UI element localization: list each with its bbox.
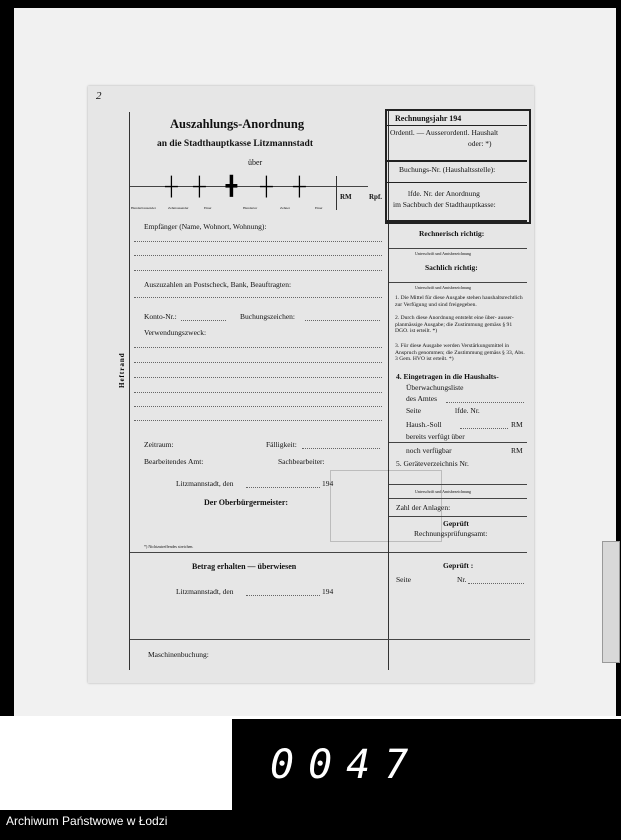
archive-name: Archiwum Państwowe w Łodzi (6, 814, 168, 828)
maschinenbuchung-label: Maschinenbuchung: (148, 650, 209, 659)
buchungszeichen-field[interactable] (305, 320, 380, 321)
left-margin-line (129, 112, 130, 670)
lfde-nr-line1: lfde. Nr. der Anordnung (408, 189, 480, 198)
rm-unit: RM (511, 420, 523, 429)
seite-label-2: Seite (396, 575, 411, 584)
field-line (134, 347, 382, 348)
amt-field[interactable] (446, 402, 524, 403)
column-label: Hunderter (243, 206, 258, 210)
rm-label: RM (340, 193, 352, 201)
field-line (134, 406, 382, 407)
auszuzahlen-label: Auszuzahlen an Postscheck, Bank, Beauftragten: (144, 280, 292, 289)
faelligkeit-field[interactable] (302, 448, 380, 449)
field-line (134, 362, 382, 363)
divider (389, 516, 527, 517)
footnote: *) Nichtzutreffendes streichen. (144, 544, 194, 549)
ort-datum-label: Litzmannstadt, den (176, 479, 234, 488)
buchungszeichen-label: Buchungszeichen: (240, 312, 295, 321)
lfde-nr-line2: im Sachbuch der Stadthauptkasse: (393, 200, 496, 209)
datum-field[interactable] (246, 487, 320, 488)
bearbeitendes-amt-label: Bearbeitendes Amt: (144, 457, 204, 466)
check-item-1: 1. Die Mittel für diese Ausgabe stehen haushaltsrechtlich zur Verfügung und sind freigegeben. (395, 295, 523, 308)
column-label: Einer (315, 206, 323, 210)
form-title: Auszahlungs-Anordnung (170, 117, 305, 131)
amount-cross: ┼ (165, 176, 178, 196)
divider (389, 484, 527, 485)
datum-field-2[interactable] (246, 595, 320, 596)
heftrand-label: Heftrand (118, 352, 126, 388)
empfaenger-label: Empfänger (Name, Wohnort, Wohnung): (144, 222, 267, 231)
divider (389, 552, 527, 553)
konto-label: Konto-Nr.: (144, 312, 177, 321)
sachbearbeiter-label: Sachbearbeiter: (278, 457, 325, 466)
betrag-label: Betrag erhalten — überwiesen (192, 562, 297, 571)
column-label: Zehner (280, 206, 290, 210)
geraete-label: 5. Geräteverzeichnis Nr. (396, 459, 469, 468)
unterschrift-label: Unterschrift und Amtsbezeichnung (415, 285, 471, 290)
field-line (134, 420, 382, 421)
column-label: Hunderttausender (131, 206, 156, 210)
page-mark: 2 (96, 90, 102, 102)
bereits-label: bereits verfügt über (406, 432, 465, 441)
eingetragen-label: 4. Eingetragen in die Haushalts- (396, 372, 499, 381)
unterschrift-label: Unterschrift und Amtsbezeichnung (415, 251, 471, 256)
divider (387, 182, 527, 183)
year-label: 194 (322, 479, 334, 488)
oberbuergermeister-label: Der Oberbürgermeister: (204, 498, 289, 507)
buchungs-nr: Buchungs-Nr. (Haushaltsstelle): (399, 165, 496, 174)
column-label: Einer (204, 206, 212, 210)
field-line (134, 297, 382, 298)
check-item-2: 2. Durch diese Anordnung entsteht eine über- ausser- planmässige Ausgabe; die Zustimmung gemäss § 91 DGO. ist erteilt. *) (395, 315, 514, 334)
form-subtitle: an die Stadthauptkasse Litzmannstadt (157, 139, 313, 149)
lfde-label: lfde. Nr. (455, 406, 480, 415)
haushalt-type: Ordentl. — Ausserordentl. Haushalt (390, 128, 499, 137)
seite-label: Seite (406, 406, 421, 415)
divider (387, 125, 527, 126)
geprueft-label: Geprüft (443, 519, 469, 528)
paper-tab (602, 541, 620, 663)
geprueft-label-2: Geprüft : (443, 561, 474, 570)
unterschrift-label: Unterschrift und Amtsbezeichnung (415, 489, 471, 494)
sachlich-label: Sachlich richtig: (425, 263, 478, 272)
rm-unit-2: RM (511, 446, 523, 455)
anlagen-label: Zahl der Anlagen: (396, 503, 451, 512)
rechnungsjahr: Rechnungsjahr 194 (395, 114, 462, 123)
divider (387, 220, 527, 222)
nr-label: Nr. (457, 575, 467, 584)
check-item-3: 3. Für diese Ausgabe werden Verstärkungsmittel in Anspruch genommen; die Zustimmung gemäss § 33, Abs. 3 Gem. HVO ist erteilt. *) (395, 343, 525, 362)
ueber-label: über (248, 158, 263, 167)
faelligkeit-label: Fälligkeit: (266, 440, 297, 449)
divider (389, 498, 527, 499)
rpf-label: Rpf. (369, 193, 383, 201)
amount-cross: ┼ (293, 176, 306, 196)
field-line (134, 377, 382, 378)
rm-divider (336, 176, 337, 210)
frame-number: 0047 (270, 742, 423, 788)
column-label: Zehntausender (168, 206, 189, 210)
haush-soll-label: Haush.-Soll (406, 420, 442, 429)
field-line (134, 255, 382, 256)
rechnungspruefungsamt-label: Rechnungsprüfungsamt: (414, 529, 488, 538)
ueberwachungsliste-label: Überwachungsliste (406, 383, 464, 392)
divider (389, 282, 527, 283)
divider (389, 248, 527, 249)
year-label-2: 194 (322, 587, 334, 596)
ort-datum-label-2: Litzmannstadt, den (176, 587, 234, 596)
noch-label: noch verfügbar (406, 446, 452, 455)
rechnerisch-label: Rechnerisch richtig: (419, 229, 485, 238)
zeitraum-label: Zeitraum: (144, 440, 174, 449)
verwendungszweck-label: Verwendungszweck: (144, 328, 207, 337)
haushalt-oder: oder: *) (468, 139, 492, 148)
des-amtes-label: des Amtes (406, 394, 438, 403)
amount-cross: ┼ (260, 176, 273, 196)
section-divider (130, 552, 388, 553)
amount-cross: ┼ (193, 176, 206, 196)
field-line (134, 270, 382, 271)
divider (389, 442, 527, 443)
soll-field[interactable] (460, 428, 508, 429)
field-line (134, 241, 382, 242)
divider (387, 160, 527, 162)
nr-field[interactable] (468, 583, 524, 584)
section-divider (130, 639, 530, 640)
konto-field[interactable] (181, 320, 226, 321)
amount-cross: ╋ (226, 176, 237, 196)
field-line (134, 392, 382, 393)
